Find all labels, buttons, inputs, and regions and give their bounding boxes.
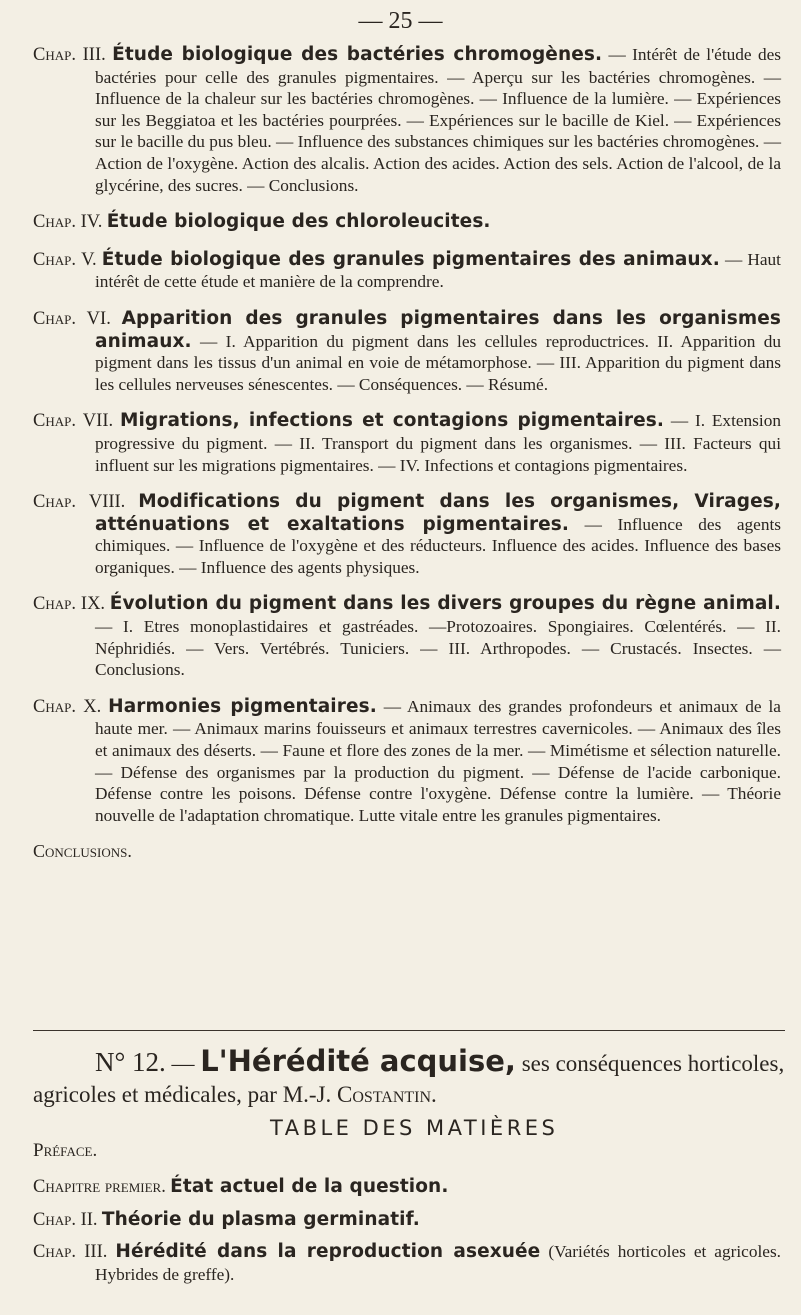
chapter-title: Hérédité dans la reproduction asexuée bbox=[115, 1241, 541, 1263]
chapter-title: État actuel de la question. bbox=[170, 1176, 449, 1197]
chapter-label: Chap. III. bbox=[33, 45, 106, 65]
chapter-title: Étude biologique des bactéries chromogènes. bbox=[112, 44, 603, 65]
table-of-contents-part-2 bbox=[33, 1140, 781, 1295]
chapter-summary: — Haut intérêt de cette étude et manière de la comprendre. bbox=[95, 249, 781, 292]
chapter-label: Chap. II. bbox=[33, 1209, 98, 1230]
chapter-label: Chap. IX. bbox=[33, 594, 106, 615]
book-heading bbox=[33, 1046, 785, 1110]
conclusions-heading: Conclusions. bbox=[33, 841, 132, 862]
chapter-entry bbox=[33, 1209, 781, 1232]
chapter-summary: — I. Extension progressive du pigment. — II. Transport du pigment dans les organismes. — III. Facteurs qui influent sur les migrations pigmentaires. — IV. Infections et contagions pigmentaires. bbox=[95, 411, 781, 475]
chapter-title: Harmonies pigmentaires. bbox=[108, 695, 377, 717]
book-dash: — bbox=[165, 1051, 201, 1076]
section-divider bbox=[33, 1030, 785, 1031]
chapter-entry bbox=[33, 308, 781, 395]
chapter-label: Chap. V. bbox=[33, 249, 97, 270]
chapter-label: Chap. IV. bbox=[33, 212, 103, 233]
chapter-summary: — I. Apparition du pigment dans les cellules reproductrices. II. Apparition du pigment dans les tissus d'un animal en voie de métamorphose. — III. Apparition du pigment dans les cellules nerveuses sénescentes. — Conséquences. — Résumé. bbox=[95, 331, 781, 394]
chapter-summary: (Variétés horticoles et agricoles. Hybrides de greffe). bbox=[95, 1242, 781, 1284]
chapter-label: Chapitre premier. bbox=[33, 1177, 166, 1197]
chapter-title: Migrations, infections et contagions pigmentaires. bbox=[119, 410, 664, 432]
chapter-title: Apparition des granules pigmentaires dans les organismes animaux. bbox=[95, 307, 781, 352]
chapter-entry bbox=[33, 1176, 781, 1199]
book-subtitle: ses conséquences horticoles, agricoles et médicales, par bbox=[33, 1051, 785, 1107]
table-of-contents-part-1 bbox=[33, 44, 781, 862]
page-number: — 25 — bbox=[358, 8, 443, 34]
book-title: L'Hérédité acquise, bbox=[200, 1044, 516, 1078]
chapter-label: Chap. X. bbox=[33, 696, 102, 717]
chapter-label: Chap. VIII. bbox=[33, 492, 126, 513]
chapter-title: Modifications du pigment dans les organismes, Virages, atténuations et exaltations pigmentaires. bbox=[95, 491, 781, 535]
chapter-entry bbox=[33, 211, 781, 234]
chapter-entry bbox=[33, 593, 781, 680]
chapter-summary: — I. Etres monoplastidaires et gastréades. —Protozoaires. Spongiaires. Cœlentérés. — II. Néphridiés. — Vers. Vertébrés. Tuniciers. — III. Arthropodes. — Crustacés. Insectes. — Conclusions. bbox=[95, 617, 781, 680]
chapter-label: Chap. VII. bbox=[33, 411, 114, 432]
chapter-entry bbox=[33, 696, 781, 827]
preface-entry: Préface. bbox=[33, 1140, 98, 1161]
chapter-title: Théorie du plasma germinatif. bbox=[101, 1208, 420, 1230]
chapter-summary: — Intérêt de l'étude des bactéries pour celle des granules pigmentaires. — Aperçu sur les bactéries chromogènes. — Influence de la chaleur sur les bactéries chromogènes. — Influence de la lumière. — Expériences sur les Beggiatoa et les bactéries pourprées. — Expériences sur le bacille de Kiel. — Expériences sur le bacille du pus bleu. — Influence des substances chimiques sur les bactéries chromogènes. — Action de l'oxygène. Action des alcalis. Action des acides. Action des sels. Action de l'alcool, de la glycérine, des sucres. — Conclusions. bbox=[95, 45, 782, 195]
book-author: M.-J. Costantin. bbox=[282, 1082, 437, 1107]
chapter-entry bbox=[33, 44, 781, 196]
chapter-label: Chap. III. bbox=[33, 1242, 108, 1263]
chapter-title: Évolution du pigment dans les divers groupes du règne animal. bbox=[109, 593, 781, 615]
chapter-entry bbox=[33, 491, 781, 578]
chapter-summary: — Influence des agents chimiques. — Influence de l'oxygène et des réducteurs. Influence des acides. Influence des bases organiques. — Influence des agents physiques. bbox=[95, 514, 782, 577]
chapter-entry bbox=[33, 410, 781, 476]
chapter-title: Étude biologique des granules pigmentaires des animaux. bbox=[101, 248, 720, 270]
chapter-summary: — Animaux des grandes profondeurs et animaux de la haute mer. — Animaux marins fouisseurs et animaux terrestres cavernicoles. — Animaux des îles et animaux des déserts. — Faune et flore des zones de la mer. — Mimétisme et sélection naturelle. — Défense des organismes par la production du pigment. — Défense de l'acide carbonique. Défense contre les poisons. Défense contre l'oxygène. Défense contre la lumière. — Théorie nouvelle de l'adaptation chromatique. Lutte vitale entre les granules pigmentaires. bbox=[95, 696, 781, 825]
toc-heading: TABLE DES MATIÈRES bbox=[270, 1116, 559, 1140]
chapter-entry bbox=[33, 1241, 781, 1285]
chapter-title: Étude biologique des chloroleucites. bbox=[106, 211, 491, 233]
chapter-label: Chap. VI. bbox=[33, 308, 111, 329]
book-number: N° 12. bbox=[95, 1047, 166, 1077]
chapter-entry bbox=[33, 249, 781, 293]
